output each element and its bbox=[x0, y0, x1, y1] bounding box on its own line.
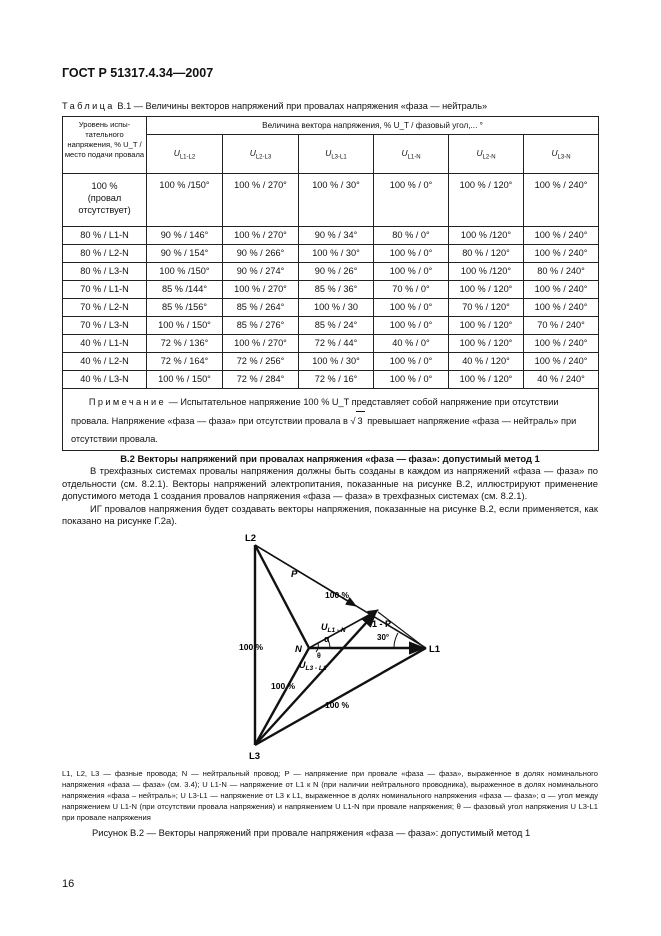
label-theta: θ bbox=[317, 653, 321, 660]
level-cell: 80 % / L3-N bbox=[63, 263, 147, 281]
value-cell: 85 % / 36° bbox=[299, 281, 374, 299]
value-cell: 100 % / 240° bbox=[524, 281, 599, 299]
value-cell: 100 % / 120° bbox=[449, 281, 524, 299]
value-cell: 90 % / 146° bbox=[147, 227, 223, 245]
value-cell: 100 % / 270° bbox=[223, 335, 299, 353]
label-one-minus-p: 1 - P bbox=[372, 619, 392, 629]
level-cell: 40 % / L2-N bbox=[63, 353, 147, 371]
value-cell: 100 % / 0° bbox=[374, 353, 449, 371]
value-cell: 90 % / 266° bbox=[223, 245, 299, 263]
value-cell: 72 % / 44° bbox=[299, 335, 374, 353]
label-l3: L3 bbox=[249, 751, 261, 762]
value-cell: 100 % / 240° bbox=[524, 299, 599, 317]
value-cell: 100 % / 0° bbox=[374, 245, 449, 263]
section-title: В.2 Векторы напряжений при провалах напряжения «фаза — фаза»: допустимый метод 1 bbox=[120, 453, 540, 464]
level-cell: 40 % / L3-N bbox=[63, 371, 147, 389]
level-cell: 70 % / L2-N bbox=[63, 299, 147, 317]
label-l2: L2 bbox=[245, 533, 257, 544]
column-header: $U_{L2-N}$ bbox=[449, 135, 524, 174]
value-cell: 100 % / 0° bbox=[374, 174, 449, 227]
value-cell: 72 % / 164° bbox=[147, 353, 223, 371]
value-cell: 100 % /120° bbox=[449, 227, 524, 245]
figure-caption: Рисунок В.2 — Векторы напряжений при провале напряжения «фаза — фаза»: допустимый метод 1 bbox=[92, 827, 531, 838]
value-cell: 72 % / 284° bbox=[223, 371, 299, 389]
value-cell: 100 % / 120° bbox=[449, 174, 524, 227]
value-cell: 100 % /120° bbox=[449, 263, 524, 281]
value-cell: 100 % / 30 bbox=[299, 299, 374, 317]
value-cell: 100 % / 240° bbox=[524, 245, 599, 263]
label-100-bottom: 100 % bbox=[325, 700, 350, 710]
value-cell: 100 % / 270° bbox=[223, 281, 299, 299]
value-cell: 100 % / 240° bbox=[524, 227, 599, 245]
value-cell: 100 % / 0° bbox=[374, 371, 449, 389]
value-cell: 40 % / 240° bbox=[524, 371, 599, 389]
value-cell: 100 % / 120° bbox=[449, 335, 524, 353]
level-cell: 80 % / L1-N bbox=[63, 227, 147, 245]
value-cell: 100 % /150° bbox=[147, 263, 223, 281]
value-cell: 90 % / 34° bbox=[299, 227, 374, 245]
page-number: 16 bbox=[62, 878, 75, 890]
value-cell: 90 % / 26° bbox=[299, 263, 374, 281]
note-sqrt: 3 bbox=[356, 411, 365, 430]
value-cell: 70 % / 0° bbox=[374, 281, 449, 299]
label-n: N bbox=[295, 644, 302, 655]
value-cell: 72 % / 16° bbox=[299, 371, 374, 389]
note-text-2: превышает напряжение «фаза — нейтраль» при отсутствии провала. bbox=[71, 416, 577, 444]
level-cell: 70 % / L1-N bbox=[63, 281, 147, 299]
note-word: Примечание bbox=[88, 397, 167, 407]
label-l1: L1 bbox=[429, 644, 441, 655]
value-cell: 40 % / 0° bbox=[374, 335, 449, 353]
vector-l3-p bbox=[255, 612, 376, 745]
label-u-l3l1: $U_{L3 - L1}$ bbox=[299, 660, 327, 672]
value-cell: 100 % / 120° bbox=[449, 371, 524, 389]
label-100-top: 100 % bbox=[325, 590, 350, 600]
value-cell: 72 % / 136° bbox=[147, 335, 223, 353]
value-cell: 100 % / 240° bbox=[524, 353, 599, 371]
level-cell: 70 % / L3-N bbox=[63, 317, 147, 335]
label-100-mid: 100 % bbox=[271, 681, 296, 691]
value-cell: 100 % / 30° bbox=[299, 353, 374, 371]
paragraph: ИГ провалов напряжения будет создавать векторы напряжения, показанные на рисунке В.2, если применяется, как показано на рисунке Г.2а). bbox=[62, 502, 598, 527]
label-p: P bbox=[291, 569, 298, 580]
table-note: Примечание — Испытательное напряжение 100 % U_T представляет собой напряжение при отсутствии провала. Напряжение «фаза — фаза» при отсутствии провала в √ 3 превышает напряжение «фаза — нейтраль» при отсутствии провала. bbox=[63, 389, 599, 451]
label-alpha: α bbox=[324, 634, 330, 644]
value-cell: 90 % / 154° bbox=[147, 245, 223, 263]
value-cell: 40 % / 120° bbox=[449, 353, 524, 371]
value-cell: 100 % / 240° bbox=[524, 335, 599, 353]
value-cell: 100 % / 240° bbox=[524, 174, 599, 227]
table-caption-word: Таблица bbox=[62, 101, 115, 111]
group-column-header: Величина вектора напряжения, % U_T / фазовый угол,... ° bbox=[147, 117, 599, 135]
column-header: $U_{L1-L2}$ bbox=[147, 135, 223, 174]
value-cell: 100 % / 150° bbox=[147, 371, 223, 389]
document-header: ГОСТ Р 51317.4.34—2007 bbox=[62, 66, 214, 80]
note-text-1: — Испытательное напряжение 100 % U_T представляет собой напряжение при отсутствии провала. Напряжение «фаза — фаза» при отсутствии провала в bbox=[71, 397, 559, 426]
column-header: $U_{L1-N}$ bbox=[374, 135, 449, 174]
value-cell: 100 % / 120° bbox=[449, 317, 524, 335]
value-cell: 100 % / 270° bbox=[223, 227, 299, 245]
value-cell: 72 % / 256° bbox=[223, 353, 299, 371]
value-cell: 100 % / 30° bbox=[299, 245, 374, 263]
level-column-header: Уровень испы-тательного напряжения, % U_T / место подачи провала bbox=[63, 117, 147, 174]
column-header: $U_{L3-L1}$ bbox=[299, 135, 374, 174]
column-header: $U_{L2-L3}$ bbox=[223, 135, 299, 174]
value-cell: 80 % / 120° bbox=[449, 245, 524, 263]
value-cell: 100 % / 0° bbox=[374, 317, 449, 335]
value-cell: 80 % / 0° bbox=[374, 227, 449, 245]
figure-legend: L1, L2, L3 — фазные провода; N — нейтральный провод; P — напряжение при провале «фаза — фаза», выраженное в долях номинального напряжения «фаза — фаза» (см. 3.4); U L1-N — напряжение от L1 к N (при наличии нейтрального проводника), выраженное в долях номинального напряжения «фаза – нейтраль»; U L3-L1 — напряжение от L3 к L1, выраженное в долях номинального напряжения «фаза — фаза»; α — угол между напряжением U L1-N (при отсутствии провала напряжения) и напряжением U L1-N при провале напряжения; θ — фазовый угол напряжения U L3-L1 при провале напряжения bbox=[62, 769, 598, 822]
level-cell: 80 % / L2-N bbox=[63, 245, 147, 263]
paragraph: В трехфазных системах провалы напряжения должны быть созданы в каждом из напряжений «фаза — фаза» по отдельности (см. 8.2.1). Векторы напряжений электропитания, показанные на рисунке В.2, иллюстрируют применение допустимого метода 1 создания провалов напряжения «фаза — фаза» в трехфазных системах (см. 8.2.1). bbox=[62, 465, 598, 502]
level-cell: 40 % / L1-N bbox=[63, 335, 147, 353]
label-angle-30: 30° bbox=[377, 633, 390, 642]
value-cell: 85 % /156° bbox=[147, 299, 223, 317]
label-100-left: 100 % bbox=[239, 642, 264, 652]
label-u-l1n: $U_{L1 - N}$ bbox=[321, 622, 346, 634]
value-cell: 100 % / 0° bbox=[374, 299, 449, 317]
value-cell: 100 % / 30° bbox=[299, 174, 374, 227]
value-cell: 100 % / 150° bbox=[147, 317, 223, 335]
value-cell: 85 % / 24° bbox=[299, 317, 374, 335]
value-cell: 85 % /144° bbox=[147, 281, 223, 299]
level-cell: 100 % (провал отсутствует) bbox=[63, 174, 147, 227]
value-cell: 85 % / 276° bbox=[223, 317, 299, 335]
value-cell: 70 % / 120° bbox=[449, 299, 524, 317]
value-cell: 100 % /150° bbox=[147, 174, 223, 227]
value-cell: 90 % / 274° bbox=[223, 263, 299, 281]
column-header: $U_{L3-N}$ bbox=[524, 135, 599, 174]
value-cell: 85 % / 264° bbox=[223, 299, 299, 317]
value-cell: 80 % / 240° bbox=[524, 263, 599, 281]
value-cell: 100 % / 270° bbox=[223, 174, 299, 227]
angle30-arc bbox=[394, 633, 398, 648]
table-caption-text: В.1 — Величины векторов напряжений при провалах напряжения «фаза — нейтраль» bbox=[117, 101, 488, 111]
value-cell: 100 % / 0° bbox=[374, 263, 449, 281]
value-cell: 70 % / 240° bbox=[524, 317, 599, 335]
